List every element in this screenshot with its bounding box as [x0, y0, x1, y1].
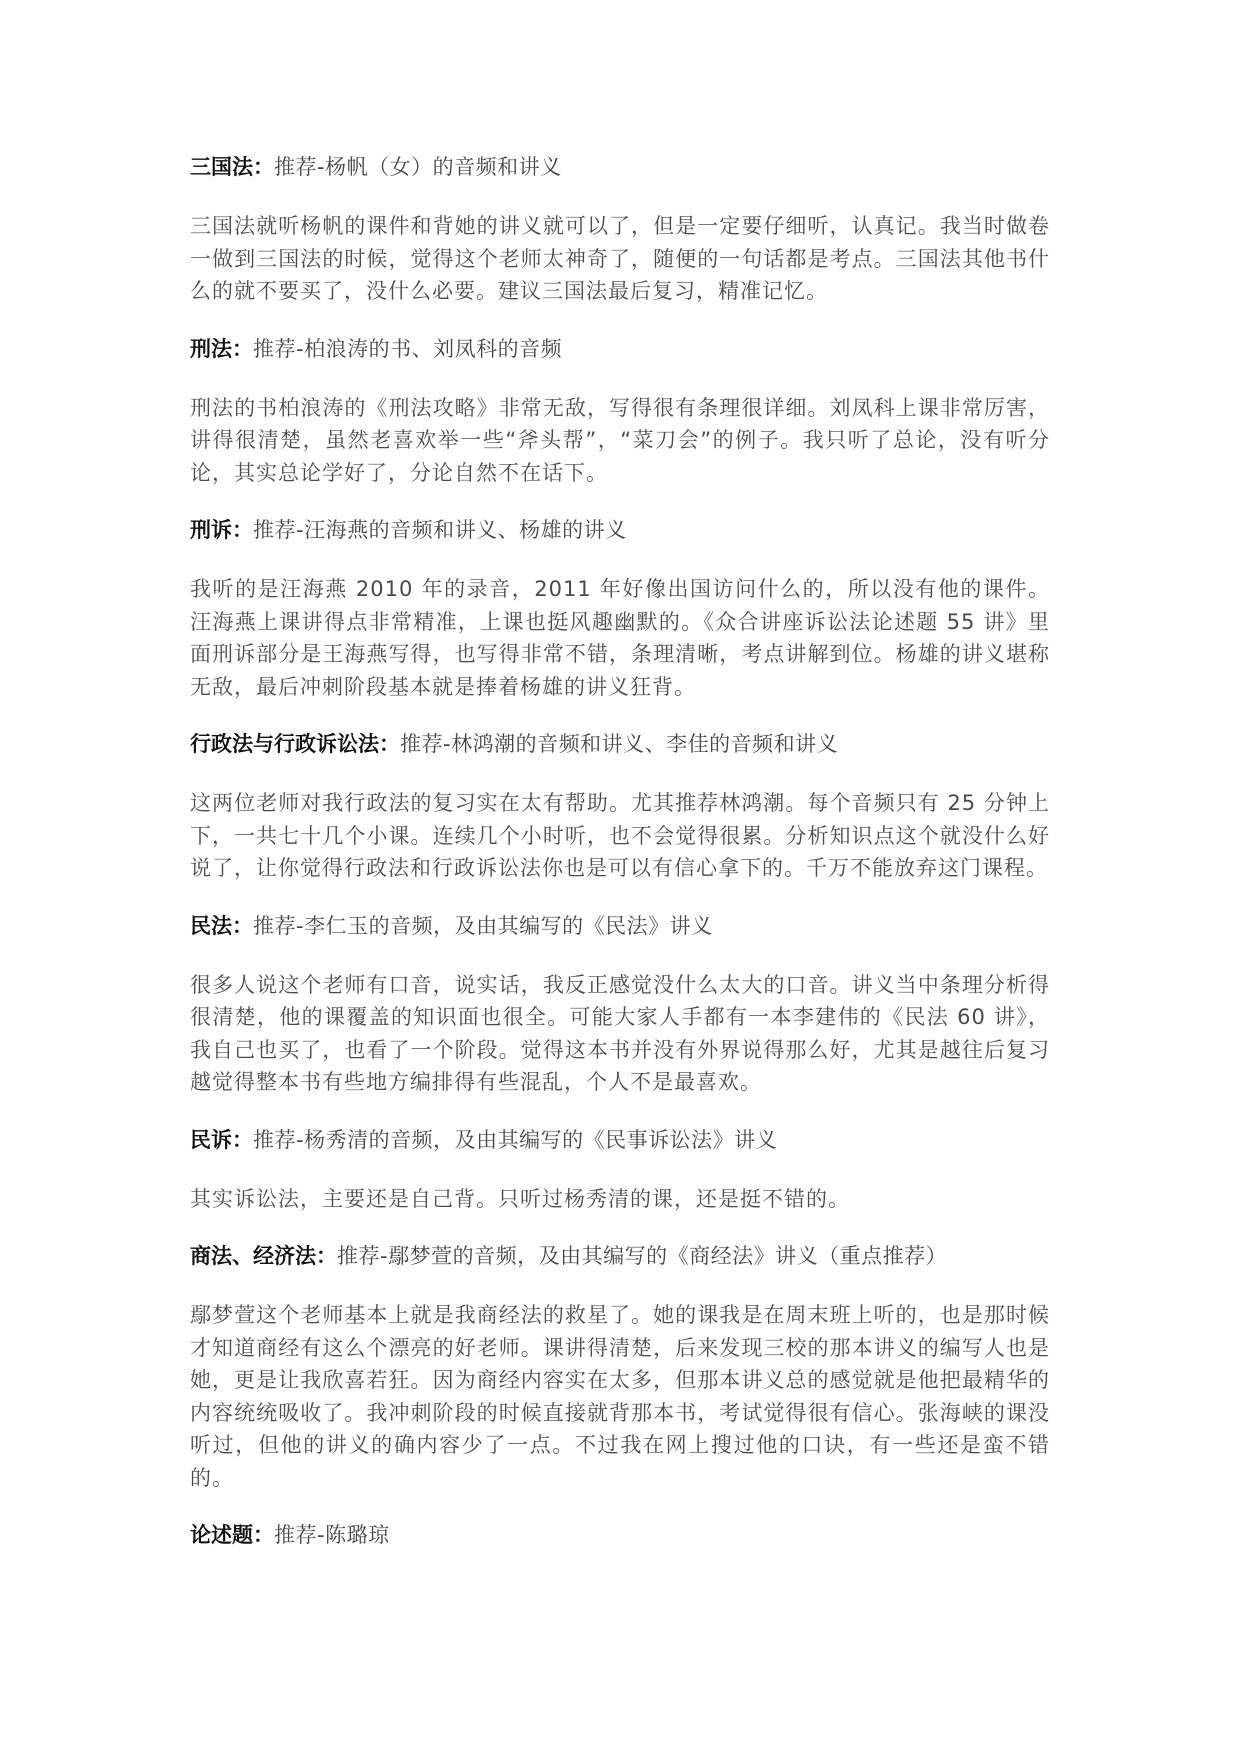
section-paragraph: 这两位老师对我行政法的复习实在太有帮助。尤其推荐林鸿潮。每个音频只有 25 分钟上下，一共七十几个小课。连续几个小时听，也不会觉得很累。分析知识点这个就没什么好说了，让你觉得行政法和行政诉讼法你也是可以有信心拿下的。千万不能放弃这门课程。: [190, 791, 1050, 880]
section-minfa: [190, 909, 1050, 1099]
section-title: 刑法: [190, 336, 232, 361]
section-minsu: [190, 1123, 1050, 1216]
heading-colon: ：: [379, 732, 400, 756]
section-title: 三国法: [190, 155, 253, 179]
section-heading: [190, 1239, 1050, 1273]
section-heading: [190, 727, 1050, 761]
section-title: 民诉: [190, 1127, 232, 1152]
section-sanguofa: [190, 150, 1050, 308]
section-paragraph: 我听的是汪海燕 2010 年的录音，2011 年好像出国访问什么的，所以没有他的课件。汪海燕上课讲得点非常精准，上课也挺风趣幽默的。《众合讲座诉讼法论述题 55 讲》里面刑诉部分是王海燕写得，也写得非常不错，条理清晰，考点讲解到位。杨雄的讲义堪称无敌，最后冲刺阶段基本就是捧着杨雄的讲义狂背。: [190, 577, 1050, 699]
heading-colon: ：: [253, 1523, 274, 1547]
section-title: 商法、经济法: [190, 1244, 316, 1268]
heading-colon: ：: [316, 1244, 337, 1268]
section-recommendation: 推荐-杨帆（女）的音频和讲义: [274, 155, 562, 179]
section-recommendation: 推荐-汪海燕的音频和讲义、杨雄的讲义: [253, 518, 627, 542]
section-heading: [190, 513, 1050, 547]
section-heading: [190, 150, 1050, 184]
heading-colon: ：: [232, 1127, 253, 1152]
section-recommendation: 推荐-陈璐琼: [274, 1523, 390, 1547]
heading-colon: ：: [232, 518, 253, 542]
section-title: 刑诉: [190, 518, 232, 542]
section-title: 行政法与行政诉讼法: [190, 732, 379, 756]
section-heading: [190, 1123, 1050, 1157]
section-recommendation: 推荐-李仁玉的音频，及由其编写的《民法》讲义: [253, 913, 713, 938]
heading-colon: ：: [232, 336, 253, 361]
section-lunshuti: [190, 1518, 1050, 1552]
section-paragraph: 三国法就听杨帆的课件和背她的讲义就可以了，但是一定要仔细听，认真记。我当时做卷一做到三国法的时候，觉得这个老师太神奇了，随便的一句话都是考点。三国法其他书什么的就不要买了，没什么必要。建议三国法最后复习，精准记忆。: [190, 214, 1050, 303]
section-shangfa-jingjifa: [190, 1239, 1050, 1494]
section-xingfa: [190, 332, 1050, 490]
section-recommendation: 推荐-鄢梦萱的音频，及由其编写的《商经法》讲义（重点推荐）: [337, 1244, 948, 1268]
section-recommendation: 推荐-杨秀清的音频，及由其编写的《民事诉讼法》讲义: [253, 1127, 778, 1152]
section-recommendation: 推荐-柏浪涛的书、刘凤科的音频: [253, 336, 563, 361]
section-paragraph: 很多人说这个老师有口音，说实话，我反正感觉没什么太大的口音。讲义当中条理分析得很清楚，他的课覆盖的知识面也很全。可能大家人手都有一本李建伟的《民法 60 讲》，我自己也买了，也看了一个阶段。觉得这本书并没有外界说得那么好，尤其是越往后复习越觉得整本书有些地方编排得有些混乱，个人不是最喜欢。: [190, 972, 1050, 1094]
section-xingzhengfa: [190, 727, 1050, 885]
document-page: [190, 150, 1050, 1578]
section-heading: [190, 1518, 1050, 1552]
section-heading: [190, 332, 1050, 366]
section-paragraph: 其实诉讼法，主要还是自己背。只听过杨秀清的课，还是挺不错的。: [190, 1186, 850, 1211]
section-xingsu: [190, 513, 1050, 703]
heading-colon: ：: [232, 913, 253, 938]
section-title: 民法: [190, 913, 232, 938]
section-recommendation: 推荐-林鸿潮的音频和讲义、李佳的音频和讲义: [400, 732, 839, 756]
section-heading: [190, 909, 1050, 943]
section-paragraph: 鄢梦萱这个老师基本上就是我商经法的救星了。她的课我是在周末班上听的，也是那时候才知道商经有这么个漂亮的好老师。课讲得清楚，后来发现三校的那本讲义的编写人也是她，更是让我欣喜若狂。因为商经内容实在太多，但那本讲义总的感觉就是他把最精华的内容统统吸收了。我冲刺阶段的时候直接就背那本书，考试觉得很有信心。张海峡的课没听过，但他的讲义的确内容少了一点。不过我在网上搜过他的口诀，有一些还是蛮不错的。: [190, 1303, 1050, 1490]
section-paragraph: 刑法的书柏浪涛的《刑法攻略》非常无敌，写得很有条理很详细。刘凤科上课非常厉害，讲得很清楚，虽然老喜欢举一些“斧头帮”，“菜刀会”的例子。我只听了总论，没有听分论，其实总论学好了，分论自然不在话下。: [190, 395, 1050, 485]
section-title: 论述题: [190, 1523, 253, 1547]
heading-colon: ：: [253, 155, 274, 179]
